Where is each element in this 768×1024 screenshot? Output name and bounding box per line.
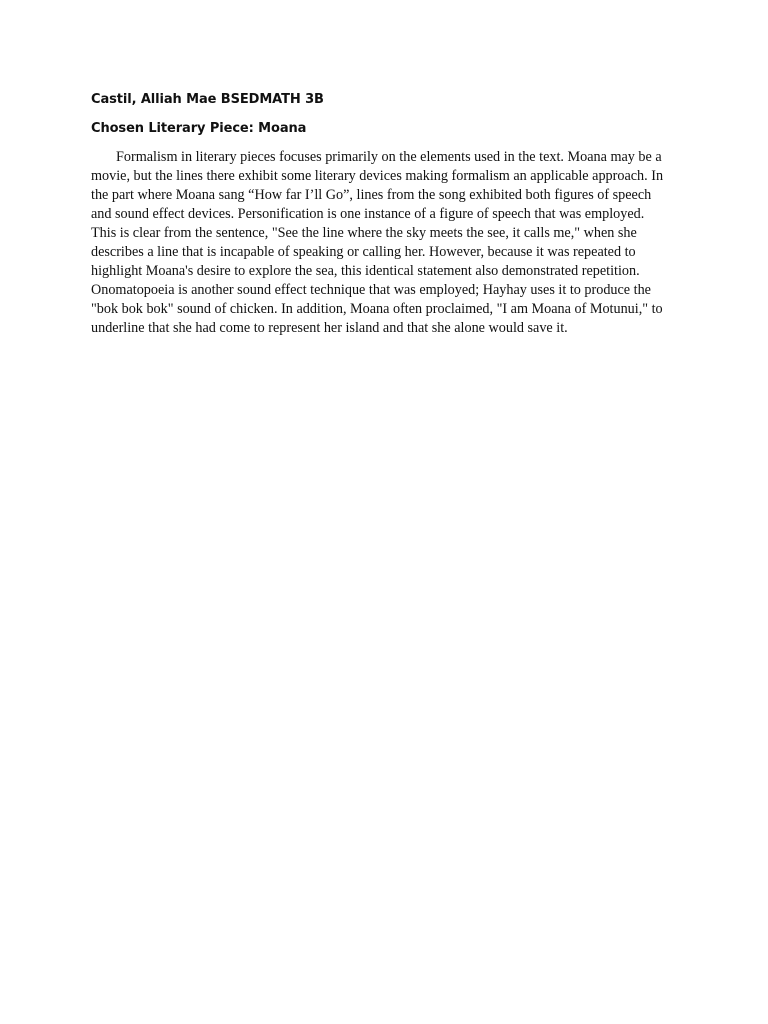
document-content: [91, 90, 671, 338]
author-line: Castil, Alliah Mae BSEDMATH 3B: [91, 92, 324, 107]
chosen-piece-line: Chosen Literary Piece: Moana: [91, 121, 307, 136]
body-paragraph: Formalism in literary pieces focuses primarily on the elements used in the text. Moana may be a movie, but the lines there exhibit some literary devices making formalism an applicable approach. In the part where Moana sang “How far I’ll Go”, lines from the song exhibited both figures of speech and sound effect devices. Personification is one instance of a figure of speech that was employed. This is clear from the sentence, "See the line where the sky meets the see, it calls me," when she describes a line that is incapable of speaking or calling her. However, because it was repeated to highlight Moana's desire to explore the sea, this identical statement also demonstrated repetition. Onomatopoeia is another sound effect technique that was employed; Hayhay uses it to produce the "bok bok bok" sound of chicken. In addition, Moana often proclaimed, "I am Moana of Motunui," to underline that she had come to represent her island and that she alone would save it.: [91, 149, 664, 336]
